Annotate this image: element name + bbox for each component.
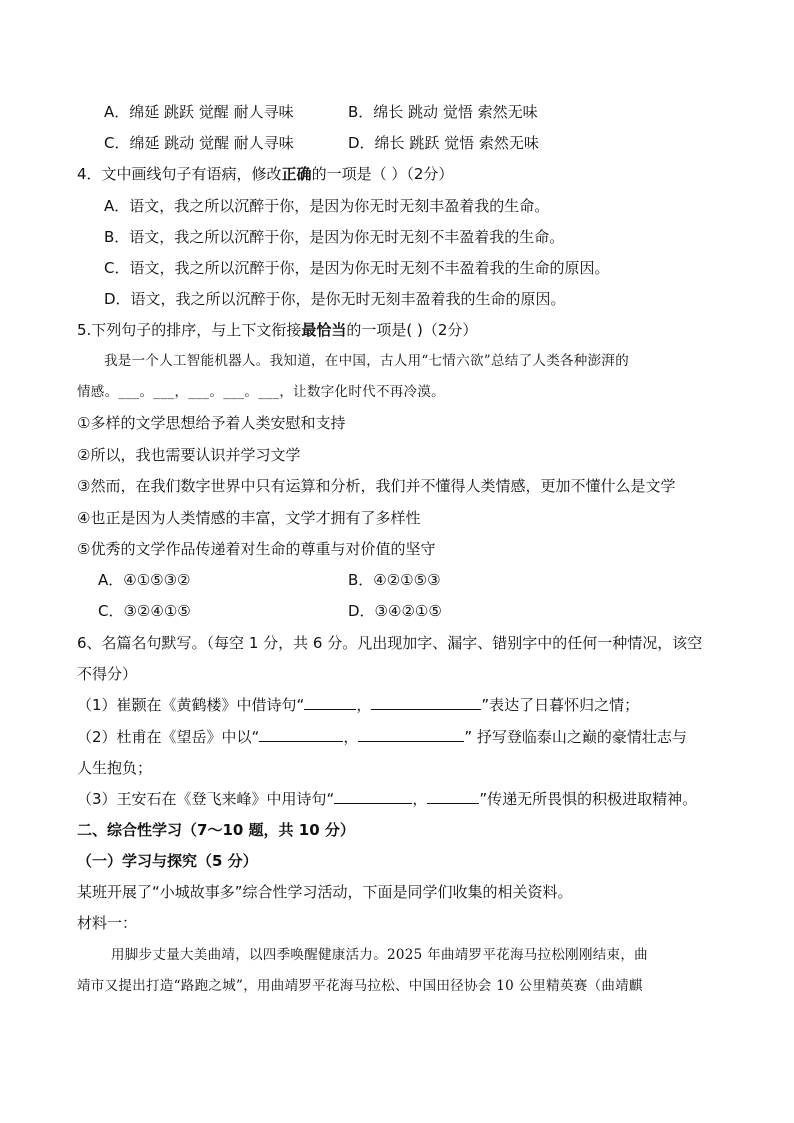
q5-sentence-1: ①多样的文学思想给予着人类安慰和支持	[77, 414, 346, 432]
q6-item-1	[77, 694, 639, 716]
q6-item-2-blank-1[interactable]	[259, 727, 343, 742]
q3-option-c: C．绵延 跳动 觉醒 耐人寻味	[104, 134, 294, 152]
q6-item-3-prefix: （3）王安石在《登飞来峰》中用诗句“	[77, 790, 335, 808]
q6-item-3-suffix: ”传递无所畏惧的积极进取精神。	[479, 790, 698, 808]
q4-option-c: C．语文，我之所以沉醉于你，是因为你无时无刻不丰盈着我的生命的原因。	[104, 259, 610, 277]
activity-intro: 某班开展了“小城故事多”综合性学习活动，下面是同学们收集的相关资料。	[77, 883, 573, 901]
q6-item-1-comma: ，	[356, 696, 372, 714]
q5-passage-line-2: 情感。___。___，___。___。___，让数字化时代不再冷漠。	[77, 384, 445, 400]
q6-item-1-prefix: （1）崔颢在《黄鹤楼》中借诗句“	[77, 696, 305, 714]
q6-item-2-blank-2[interactable]	[358, 727, 464, 742]
q5-sentence-2: ②所以，我也需要认识并学习文学	[77, 446, 301, 464]
q6-stem-line-1: 6、名篇名句默写。（每空 1 分，共 6 分。凡出现加字、漏字、错别字中的任何一种情况，该空	[77, 634, 703, 652]
q6-item-2-suffix: ” 抒写登临泰山之巅的豪情壮志与	[464, 728, 687, 746]
q5-stem-emphasis: 最恰当	[301, 321, 347, 339]
q5-stem-text: 5.下列句子的排序，与上下文衔接	[77, 321, 302, 339]
q3-option-a: A．绵延 跳跃 觉醒 耐人寻味	[104, 103, 294, 121]
q6-item-3-blank-1[interactable]	[334, 789, 412, 804]
q6-item-1-blank-2[interactable]	[371, 695, 481, 710]
q5-passage-line-1: 我是一个人工智能机器人。我知道，在中国，古人用“七情六欲”总结了人类各种澎湃的	[104, 353, 630, 369]
q5-stem	[77, 319, 477, 341]
subsection-heading: （一）学习与探究（5 分）	[77, 852, 258, 870]
q6-item-2-comma: ，	[343, 728, 359, 746]
q5-option-a: A．④①⑤③②	[98, 571, 191, 589]
q6-stem-line-2: 不得分）	[77, 665, 138, 683]
q5-option-c: C．③②④①⑤	[98, 602, 191, 620]
q4-option-a: A．语文，我之所以沉醉于你，是因为你无时无刻丰盈着我的生命。	[104, 197, 550, 215]
q6-item-2-continued: 人生抱负；	[77, 759, 153, 777]
q6-item-3	[77, 788, 697, 810]
q4-option-d: D．语文，我之所以沉醉于你，是你无时无刻丰盈着我的生命的原因。	[104, 290, 566, 308]
q6-item-1-suffix: ”表达了日暮怀归之情；	[481, 696, 640, 714]
q6-item-2	[77, 726, 687, 748]
q6-item-3-blank-2[interactable]	[427, 789, 479, 804]
q3-option-d: D．绵长 跳跃 觉悟 索然无味	[348, 134, 539, 152]
q5-option-d: D．③④②①⑤	[348, 602, 442, 620]
q4-stem-text: 4．文中画线句子有语病，修改	[77, 165, 282, 183]
q4-stem-emphasis: 正确	[281, 165, 312, 183]
material-label: 材料一：	[77, 914, 138, 932]
q5-sentence-5: ⑤优秀的文学作品传递着对生命的尊重与对价值的坚守	[77, 540, 436, 558]
q4-stem-tail: 的一项是（ ）（2分）	[311, 165, 454, 183]
material-paragraph-line-2: 靖市又提出打造“路跑之城”，用曲靖罗平花海马拉松、中国田径协会 10 公里精英赛（曲靖麒	[77, 978, 643, 994]
q6-item-3-comma: ，	[412, 790, 428, 808]
q5-stem-tail: 的一项是( )（2分）	[346, 321, 478, 339]
q6-item-1-blank-1[interactable]	[304, 695, 356, 710]
material-paragraph-line-1: 用脚步丈量大美曲靖，以四季唤醒健康活力。2025 年曲靖罗平花海马拉松刚刚结束，曲	[111, 947, 648, 963]
q5-sentence-3: ③然而，在我们数字世界中只有运算和分析，我们并不懂得人类情感，更加不懂什么是文学	[77, 477, 676, 495]
q5-option-b: B．④②①⑤③	[348, 571, 441, 589]
q5-sentence-4: ④也正是因为人类情感的丰富，文学才拥有了多样性	[77, 509, 421, 527]
q4-stem	[77, 163, 453, 185]
section-heading: 二、综合性学习（7～10 题，共 10 分）	[77, 821, 355, 839]
q6-item-2-prefix: （2）杜甫在《望岳》中以“	[77, 728, 260, 746]
q4-option-b: B．语文，我之所以沉醉于你，是因为你无时无刻不丰盈着我的生命。	[104, 228, 565, 246]
q3-option-b: B．绵长 跳动 觉悟 索然无味	[348, 103, 538, 121]
